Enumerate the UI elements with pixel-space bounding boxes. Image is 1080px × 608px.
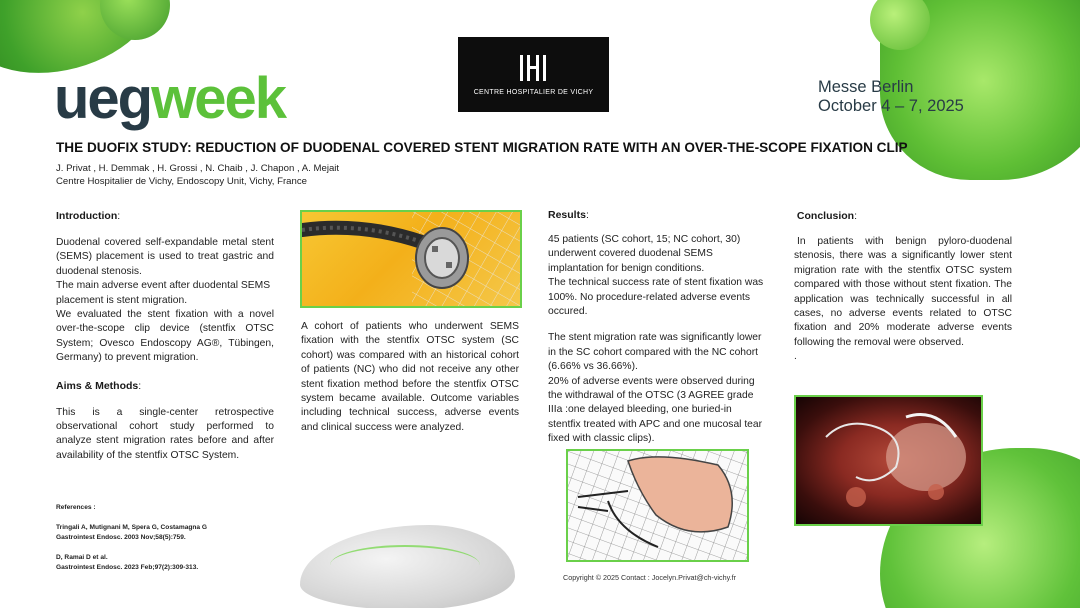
references-heading: References : — [56, 504, 96, 511]
results-p4: 20% of adverse events were observed during the withdrawal of the OTSC (3 AGREE grade IIIa :one delayed bleeding, one buried-in stentfix treated with APC and one mucosal tear fixed with classic clips). — [548, 375, 763, 445]
aims-heading: Aims & Methods: — [56, 379, 142, 392]
aims-p1: This is a single-center retrospective observational cohort study performed to analyze stent migration rates before and after availability of the stentfix OTSC System. — [56, 406, 274, 461]
introduction-p2: The main adverse event after duodental SEMS placement is stent migration. — [56, 280, 271, 306]
hospital-logo — [458, 37, 609, 112]
aims-p2: A cohort of patients who underwent SEMS fixation with the stentfix OTSC system (SC cohort) was compared with an historical cohort of patients (NC) who did not receive any other stent fixation method before the stentfix OTSC system became available. Outcome variables including technical success, adverse events and clinical success were analyzed. — [301, 321, 519, 433]
introduction-section — [56, 210, 274, 463]
affiliation: Centre Hospitalier de Vichy, Endoscopy Unit, Vichy, France — [56, 175, 307, 187]
stent-mesh-illustration — [568, 451, 749, 562]
hospital-mark-icon — [518, 55, 548, 81]
authors: J. Privat , H. Demmak , H. Grossi , N. Chaib , J. Chapon , A. Mejait — [56, 163, 340, 174]
author-block — [56, 163, 339, 189]
reference-2-source: Gastrointest Endosc. 2023 Feb;97(2):309-313. — [56, 563, 199, 571]
conclusion-heading: Conclusion: — [796, 210, 858, 222]
results-p2: The technical success rate of stent fixation was 100%. No procedure-related adverse events occured. — [548, 277, 764, 318]
results-p1: 45 patients (SC cohort, 15; NC cohort, 30) underwent covered duodenal SEMS implantation for benign conditions. — [548, 234, 741, 274]
results-heading: Results: — [548, 209, 589, 221]
references — [56, 503, 266, 572]
stentfix-device-illustration — [302, 212, 522, 308]
introduction-p1: Duodenal covered self-expandable metal stent (SEMS) placement is used to treat gastric and duodenal stenosis. — [56, 237, 274, 277]
stent-fixation-drawing — [566, 449, 749, 562]
endoscopic-view-photo — [794, 395, 983, 526]
results-p3: The stent migration rate was significantly lower in the SC cohort compared with the NC cohort (6.66% vs 36.66%). — [548, 332, 762, 373]
ueg-week-logo — [54, 66, 286, 131]
reference-1-authors: Tringali A, Mutignani M, Spera G, Costamagna G — [56, 523, 208, 531]
endoscopy-illustration — [796, 397, 983, 526]
copyright-contact: Copyright © 2025 Contact : Jocelyn.Privat@ch-vichy.fr — [563, 573, 737, 582]
logo-ueg-text: ueg — [54, 66, 152, 131]
stentfix-device-photo — [300, 210, 522, 308]
event-venue: Messe Berlin — [818, 78, 914, 96]
poster-title: THE DUOFIX STUDY: REDUCTION OF DUODENAL COVERED STENT MIGRATION RATE WITH AN OVER-THE-SCOPE FIXATION CLIP — [56, 140, 908, 155]
liver-vessel-decoration — [330, 545, 480, 585]
event-dates: October 4 – 7, 2025 — [818, 96, 964, 115]
event-info — [818, 78, 964, 116]
methods-section — [301, 320, 519, 435]
introduction-p3: We evaluated the stent fixation with a novel over-the-scope clip device (stentfix OTSC System; Ovesco Endoscopy AG®, Tübingen, Germany) to prevent migration. — [56, 309, 274, 364]
conclusion-p2: . — [794, 351, 797, 363]
logo-week-text: week — [151, 66, 286, 131]
results-section — [548, 209, 764, 447]
conclusion-section — [794, 210, 1012, 365]
reference-1-source: Gastrointest Endosc. 2003 Nov;58(5):759. — [56, 533, 186, 541]
introduction-heading: Introduction: — [56, 210, 121, 222]
hospital-name: CENTRE HOSPITALIER DE VICHY — [473, 89, 594, 96]
conclusion-p1: In patients with benign pyloro-duodenal stenosis, there was a significantly lower stent migration rate with the stentfix OTSC system compared with those without stent fixation. The application was technically successful in all cases, no adverse events related to OTSC fixation and 20% moderate adverse events following the removal were observed. — [794, 236, 1012, 348]
reference-2-authors: D, Ramai D et al. — [56, 553, 108, 561]
